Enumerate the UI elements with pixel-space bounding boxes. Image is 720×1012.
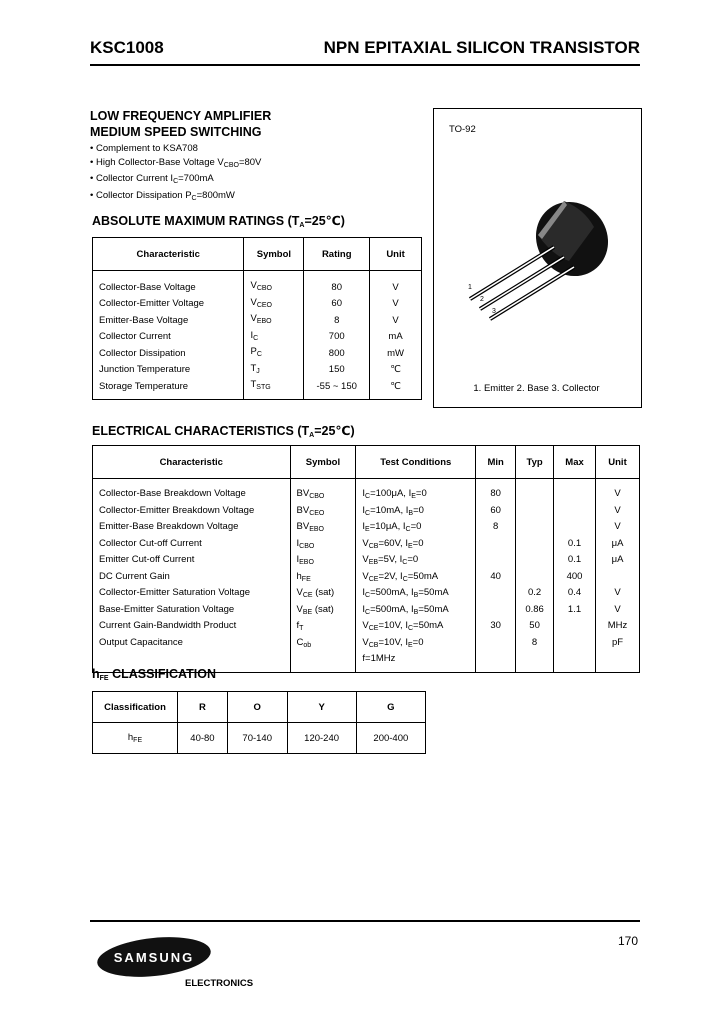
- class-y: Y: [287, 692, 356, 723]
- max-cell: [554, 504, 596, 521]
- elec-char-table: [92, 445, 640, 673]
- typ-cell: [516, 479, 554, 504]
- table-row: [93, 570, 640, 587]
- symbol-cell: $V_{CE}$ (sat): [290, 586, 356, 603]
- min-cell: [476, 636, 516, 673]
- characteristic-cell: Emitter-Base Breakdown Voltage: [93, 520, 291, 537]
- table-row: [93, 479, 640, 504]
- unit-cell: pF: [611, 636, 624, 648]
- test-condition-cell: $I_C=10mA$, $I_B=0$: [356, 504, 476, 521]
- hfe-classification-table: [92, 691, 426, 754]
- characteristic-cell: Emitter Cut-off Current: [93, 553, 291, 570]
- column-header: Symbol: [244, 238, 304, 271]
- test-condition-cell: $I_C=500mA$, $I_B=50mA$: [356, 586, 476, 603]
- table-row: [93, 504, 640, 521]
- test-condition-cell: $I_E=10\mu A$, $I_C=0$: [356, 520, 476, 537]
- min-cell: 30: [476, 619, 516, 636]
- max-cell: 0.1: [554, 553, 596, 570]
- class-g: G: [356, 692, 425, 723]
- symbol-cell: $P_C$: [244, 345, 304, 362]
- column-header: Typ: [516, 446, 554, 479]
- column-header: Symbol: [290, 446, 356, 479]
- pin-number-3: 3: [492, 308, 496, 315]
- rating-cell: 700: [304, 329, 370, 346]
- symbol-cell: $I_{EBO}$: [290, 553, 356, 570]
- hfe-label: $h_{FE}$: [93, 723, 178, 754]
- package-name: TO-92: [449, 124, 476, 135]
- typ-cell: 0.2: [516, 586, 554, 603]
- table-row: [93, 537, 640, 554]
- symbol-cell: $h_{FE}$: [290, 570, 356, 587]
- footer-rule: [90, 920, 640, 922]
- table-header-row: [93, 238, 422, 271]
- characteristic-cell: Collector-Base Breakdown Voltage: [93, 479, 291, 504]
- column-header: Unit: [370, 238, 422, 271]
- unit-cell: V: [614, 603, 621, 615]
- symbol-cell: $V_{CEO}$: [244, 296, 304, 313]
- table-row: [93, 296, 422, 313]
- pin-number-2: 2: [480, 296, 484, 303]
- column-header: Characteristic: [93, 238, 244, 271]
- symbol-cell: $V_{CBO}$: [244, 271, 304, 296]
- max-cell: 400: [554, 570, 596, 587]
- table-row: [93, 312, 422, 329]
- unit-cell: ℃: [390, 380, 401, 392]
- table-row: [93, 362, 422, 379]
- rating-cell: 60: [304, 296, 370, 313]
- application-2: MEDIUM SPEED SWITCHING: [90, 125, 262, 139]
- pin-number-1: 1: [468, 284, 472, 291]
- typ-cell: [516, 553, 554, 570]
- max-cell: [554, 636, 596, 673]
- rating-cell: 150: [304, 362, 370, 379]
- min-cell: [476, 603, 516, 620]
- document-title: NPN EPITAXIAL SILICON TRANSISTOR: [323, 38, 640, 57]
- characteristic-cell: Storage Temperature: [93, 378, 244, 399]
- range-r: 40-80: [178, 723, 228, 754]
- table-row: [93, 553, 640, 570]
- symbol-cell: $f_T$: [290, 619, 356, 636]
- test-condition-cell: $I_C=100\mu A$, $I_E=0$: [356, 479, 476, 504]
- package-box: [433, 108, 642, 408]
- test-condition-cell: $V_{CE}=2V$, $I_C=50mA$: [356, 570, 476, 587]
- rating-cell: 80: [304, 271, 370, 296]
- unit-cell: ℃: [390, 364, 401, 375]
- page-number: 170: [617, 934, 638, 948]
- feature-item: • Complement to KSA708: [90, 142, 420, 156]
- symbol-cell: $BV_{CEO}$: [290, 504, 356, 521]
- characteristic-cell: Base-Emitter Saturation Voltage: [93, 603, 291, 620]
- column-header: Max: [554, 446, 596, 479]
- max-cell: 0.1: [554, 537, 596, 554]
- symbol-cell: $I_C$: [244, 329, 304, 346]
- table-row: [93, 603, 640, 620]
- table-row: [93, 329, 422, 346]
- table-header-row: [93, 446, 640, 479]
- characteristic-cell: DC Current Gain: [93, 570, 291, 587]
- brand-division: ELECTRONICS: [185, 978, 254, 989]
- min-cell: 40: [476, 570, 516, 587]
- abs-max-heading: ABSOLUTE MAXIMUM RATINGS $(T_A=25℃)$: [92, 214, 345, 229]
- table-row: [93, 692, 426, 723]
- unit-cell: mW: [387, 347, 404, 359]
- test-condition-cell: $I_C=500mA$, $I_B=50mA$: [356, 603, 476, 620]
- class-o: O: [227, 692, 287, 723]
- part-number: KSC1008: [90, 38, 164, 57]
- table-row: [93, 520, 640, 537]
- feature-item: • High Collector-Base Voltage $V_{CBO}=80V$: [90, 156, 420, 173]
- characteristic-cell: Collector-Emitter Voltage: [93, 296, 244, 313]
- to92-package-drawing: [434, 109, 641, 407]
- range-y: 120-240: [287, 723, 356, 754]
- max-cell: 1.1: [554, 603, 596, 620]
- feature-list: [90, 142, 420, 205]
- characteristic-cell: Collector-Emitter Breakdown Voltage: [93, 504, 291, 521]
- rating-cell: 800: [304, 345, 370, 362]
- min-cell: [476, 586, 516, 603]
- unit-cell: V: [614, 488, 621, 499]
- typ-cell: 0.86: [516, 603, 554, 620]
- typ-cell: 50: [516, 619, 554, 636]
- symbol-cell: $T_J$: [244, 362, 304, 379]
- symbol-cell: $C_{ob}$: [290, 636, 356, 673]
- unit-cell: V: [614, 504, 621, 516]
- table-row: [93, 271, 422, 296]
- application-1: LOW FREQUENCY AMPLIFIER: [90, 109, 272, 123]
- table-row: [93, 619, 640, 636]
- typ-cell: [516, 570, 554, 587]
- typ-cell: [516, 504, 554, 521]
- test-condition-cell: $V_{CB}=60V$, $I_E=0$: [356, 537, 476, 554]
- feature-item: • Collector Dissipation $P_C=800mW$: [90, 189, 420, 206]
- characteristic-cell: Collector-Base Voltage: [93, 271, 244, 296]
- symbol-cell: $BV_{EBO}$: [290, 520, 356, 537]
- column-header: Test Conditions: [356, 446, 476, 479]
- symbol-cell: $T_{STG}$: [244, 378, 304, 399]
- pin-legend: 1. Emitter 2. Base 3. Collector: [473, 383, 600, 394]
- characteristic-cell: Current Gain-Bandwidth Product: [93, 619, 291, 636]
- unit-cell: μA: [611, 554, 624, 565]
- column-header: Unit: [596, 446, 640, 479]
- typ-cell: [516, 520, 554, 537]
- min-cell: 80: [476, 479, 516, 504]
- rating-cell: 8: [304, 312, 370, 329]
- max-cell: 0.4: [554, 586, 596, 603]
- table-row: [93, 723, 426, 754]
- range-o: 70-140: [227, 723, 287, 754]
- min-cell: 8: [476, 520, 516, 537]
- symbol-cell: $V_{BE}$ (sat): [290, 603, 356, 620]
- column-header: Rating: [304, 238, 370, 271]
- characteristic-cell: Junction Temperature: [93, 362, 244, 379]
- feature-item: • Collector Current $I_C=700mA$: [90, 172, 420, 189]
- rating-cell: -55 ~ 150: [304, 378, 370, 399]
- test-condition-cell: $V_{EB}=5V$, $I_C=0$: [356, 553, 476, 570]
- typ-cell: 8: [516, 636, 554, 673]
- header-rule: [90, 64, 640, 66]
- characteristic-cell: Collector-Emitter Saturation Voltage: [93, 586, 291, 603]
- abs-max-table: [92, 237, 422, 400]
- characteristic-cell: Collector Current: [93, 329, 244, 346]
- min-cell: [476, 553, 516, 570]
- max-cell: [554, 479, 596, 504]
- min-cell: [476, 537, 516, 554]
- classification-label: Classification: [93, 692, 178, 723]
- max-cell: [554, 619, 596, 636]
- symbol-cell: $V_{EBO}$: [244, 312, 304, 329]
- samsung-logo: [95, 935, 213, 979]
- unit-cell: [596, 570, 640, 587]
- unit-cell: μA: [611, 537, 624, 549]
- unit-cell: V: [392, 281, 399, 293]
- symbol-cell: $I_{CBO}$: [290, 537, 356, 554]
- min-cell: 60: [476, 504, 516, 521]
- max-cell: [554, 520, 596, 537]
- unit-cell: MHz: [607, 620, 628, 631]
- column-header: Characteristic: [93, 446, 291, 479]
- class-r: R: [178, 692, 228, 723]
- unit-cell: V: [614, 587, 621, 598]
- hfe-classification-heading: $h_{FE}$ CLASSIFICATION: [92, 667, 216, 682]
- characteristic-cell: Collector Cut-off Current: [93, 537, 291, 554]
- elec-char-heading: ELECTRICAL CHARACTERISTICS $(T_A=25℃)$: [92, 424, 355, 439]
- table-row: [93, 378, 422, 399]
- test-condition-cell: $V_{CE}=10V$, $I_C=50mA$: [356, 619, 476, 636]
- symbol-cell: $BV_{CBO}$: [290, 479, 356, 504]
- table-row: [93, 586, 640, 603]
- characteristic-cell: Output Capacitance: [93, 636, 291, 673]
- brand-wordmark: SAMSUNG: [113, 950, 195, 965]
- test-condition-cell: $V_{CB}=10V$, $I_E=0$ f=1MHz: [356, 636, 476, 673]
- characteristic-cell: Emitter-Base Voltage: [93, 312, 244, 329]
- unit-cell: mA: [388, 331, 403, 342]
- characteristic-cell: Collector Dissipation: [93, 345, 244, 362]
- unit-cell: V: [392, 314, 399, 326]
- column-header: Min: [476, 446, 516, 479]
- unit-cell: V: [614, 521, 621, 532]
- range-g: 200-400: [356, 723, 425, 754]
- typ-cell: [516, 537, 554, 554]
- unit-cell: V: [392, 298, 399, 309]
- table-row: [93, 345, 422, 362]
